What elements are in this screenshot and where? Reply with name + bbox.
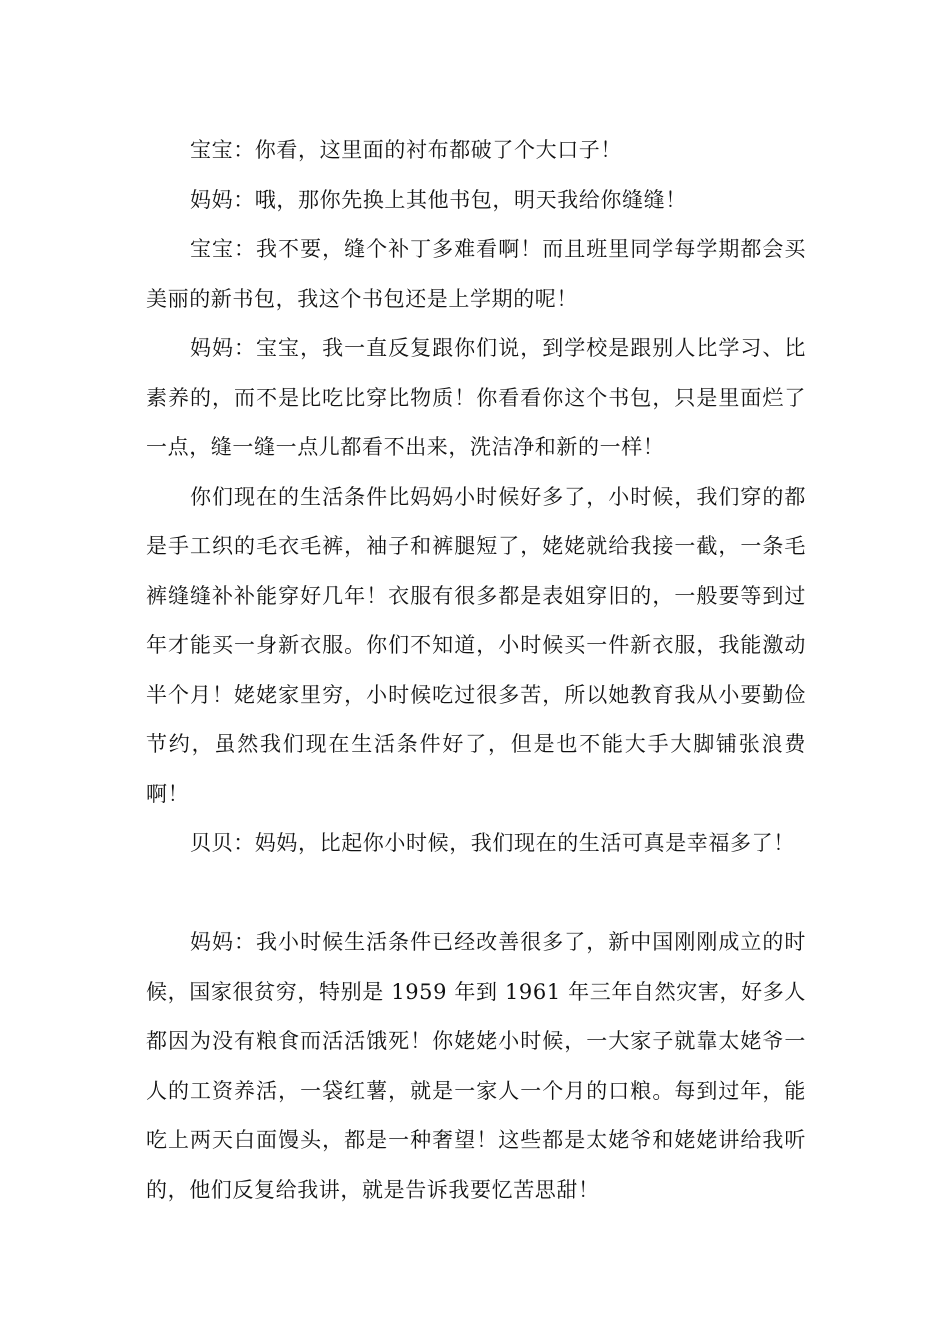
paragraph-gap [146, 869, 806, 919]
dialogue-paragraph-2: 妈妈：哦，那你先换上其他书包，明天我给你缝缝！ [190, 187, 687, 212]
dialogue-paragraph-4: 妈妈：宝宝，我一直反复跟你们说，到学校是跟别人比学习、比素养的，而不是比吃比穿比物质！你看看你这个书包，只是里面烂了一点，缝一缝一点儿都看不出来，洗洁净和新的一样！ [146, 336, 806, 459]
dialogue-paragraph-6: 贝贝：妈妈，比起你小时候，我们现在的生活可真是幸福多了！ [190, 831, 795, 855]
dialogue-paragraph-7: 妈妈：我小时候生活条件已经改善很多了，新中国刚刚成立的时候，国家很贫穷，特别是 1959 年到 1961 年三年自然灾害，好多人都因为没有粮食而活活饿死！你姥姥小时候，一大家子就靠太姥爷一人的工资养活，一袋红薯，就是一家人一个月的口粮。每到过年，能吃上两天白面馒头，都是一种奢望！这些都是太姥爷和姥姥讲给我听的，他们反复给我讲，就是告诉我要忆苦思甜！ [146, 930, 806, 1202]
dialogue-paragraph-1: 宝宝：你看，这里面的衬布都破了个大口子！ [190, 138, 622, 162]
document-body [146, 126, 806, 1215]
dialogue-paragraph-5: 你们现在的生活条件比妈妈小时候好多了，小时候，我们穿的都是手工织的毛衣毛裤，袖子和裤腿短了，姥姥就给我接一截，一条毛裤缝缝补补能穿好几年！衣服有很多都是表姐穿旧的，一般要等到过年才能买一身新衣服。你们不知道，小时候买一件新衣服，我能激动半个月！姥姥家里穷，小时候吃过很多苦，所以她教育我从小要勤俭节约，虽然我们现在生活条件好了，但是也不能大手大脚铺张浪费啊！ [146, 484, 806, 806]
dialogue-paragraph-3: 宝宝：我不要，缝个补丁多难看啊！而且班里同学每学期都会买美丽的新书包，我这个书包还是上学期的呢！ [146, 237, 806, 311]
